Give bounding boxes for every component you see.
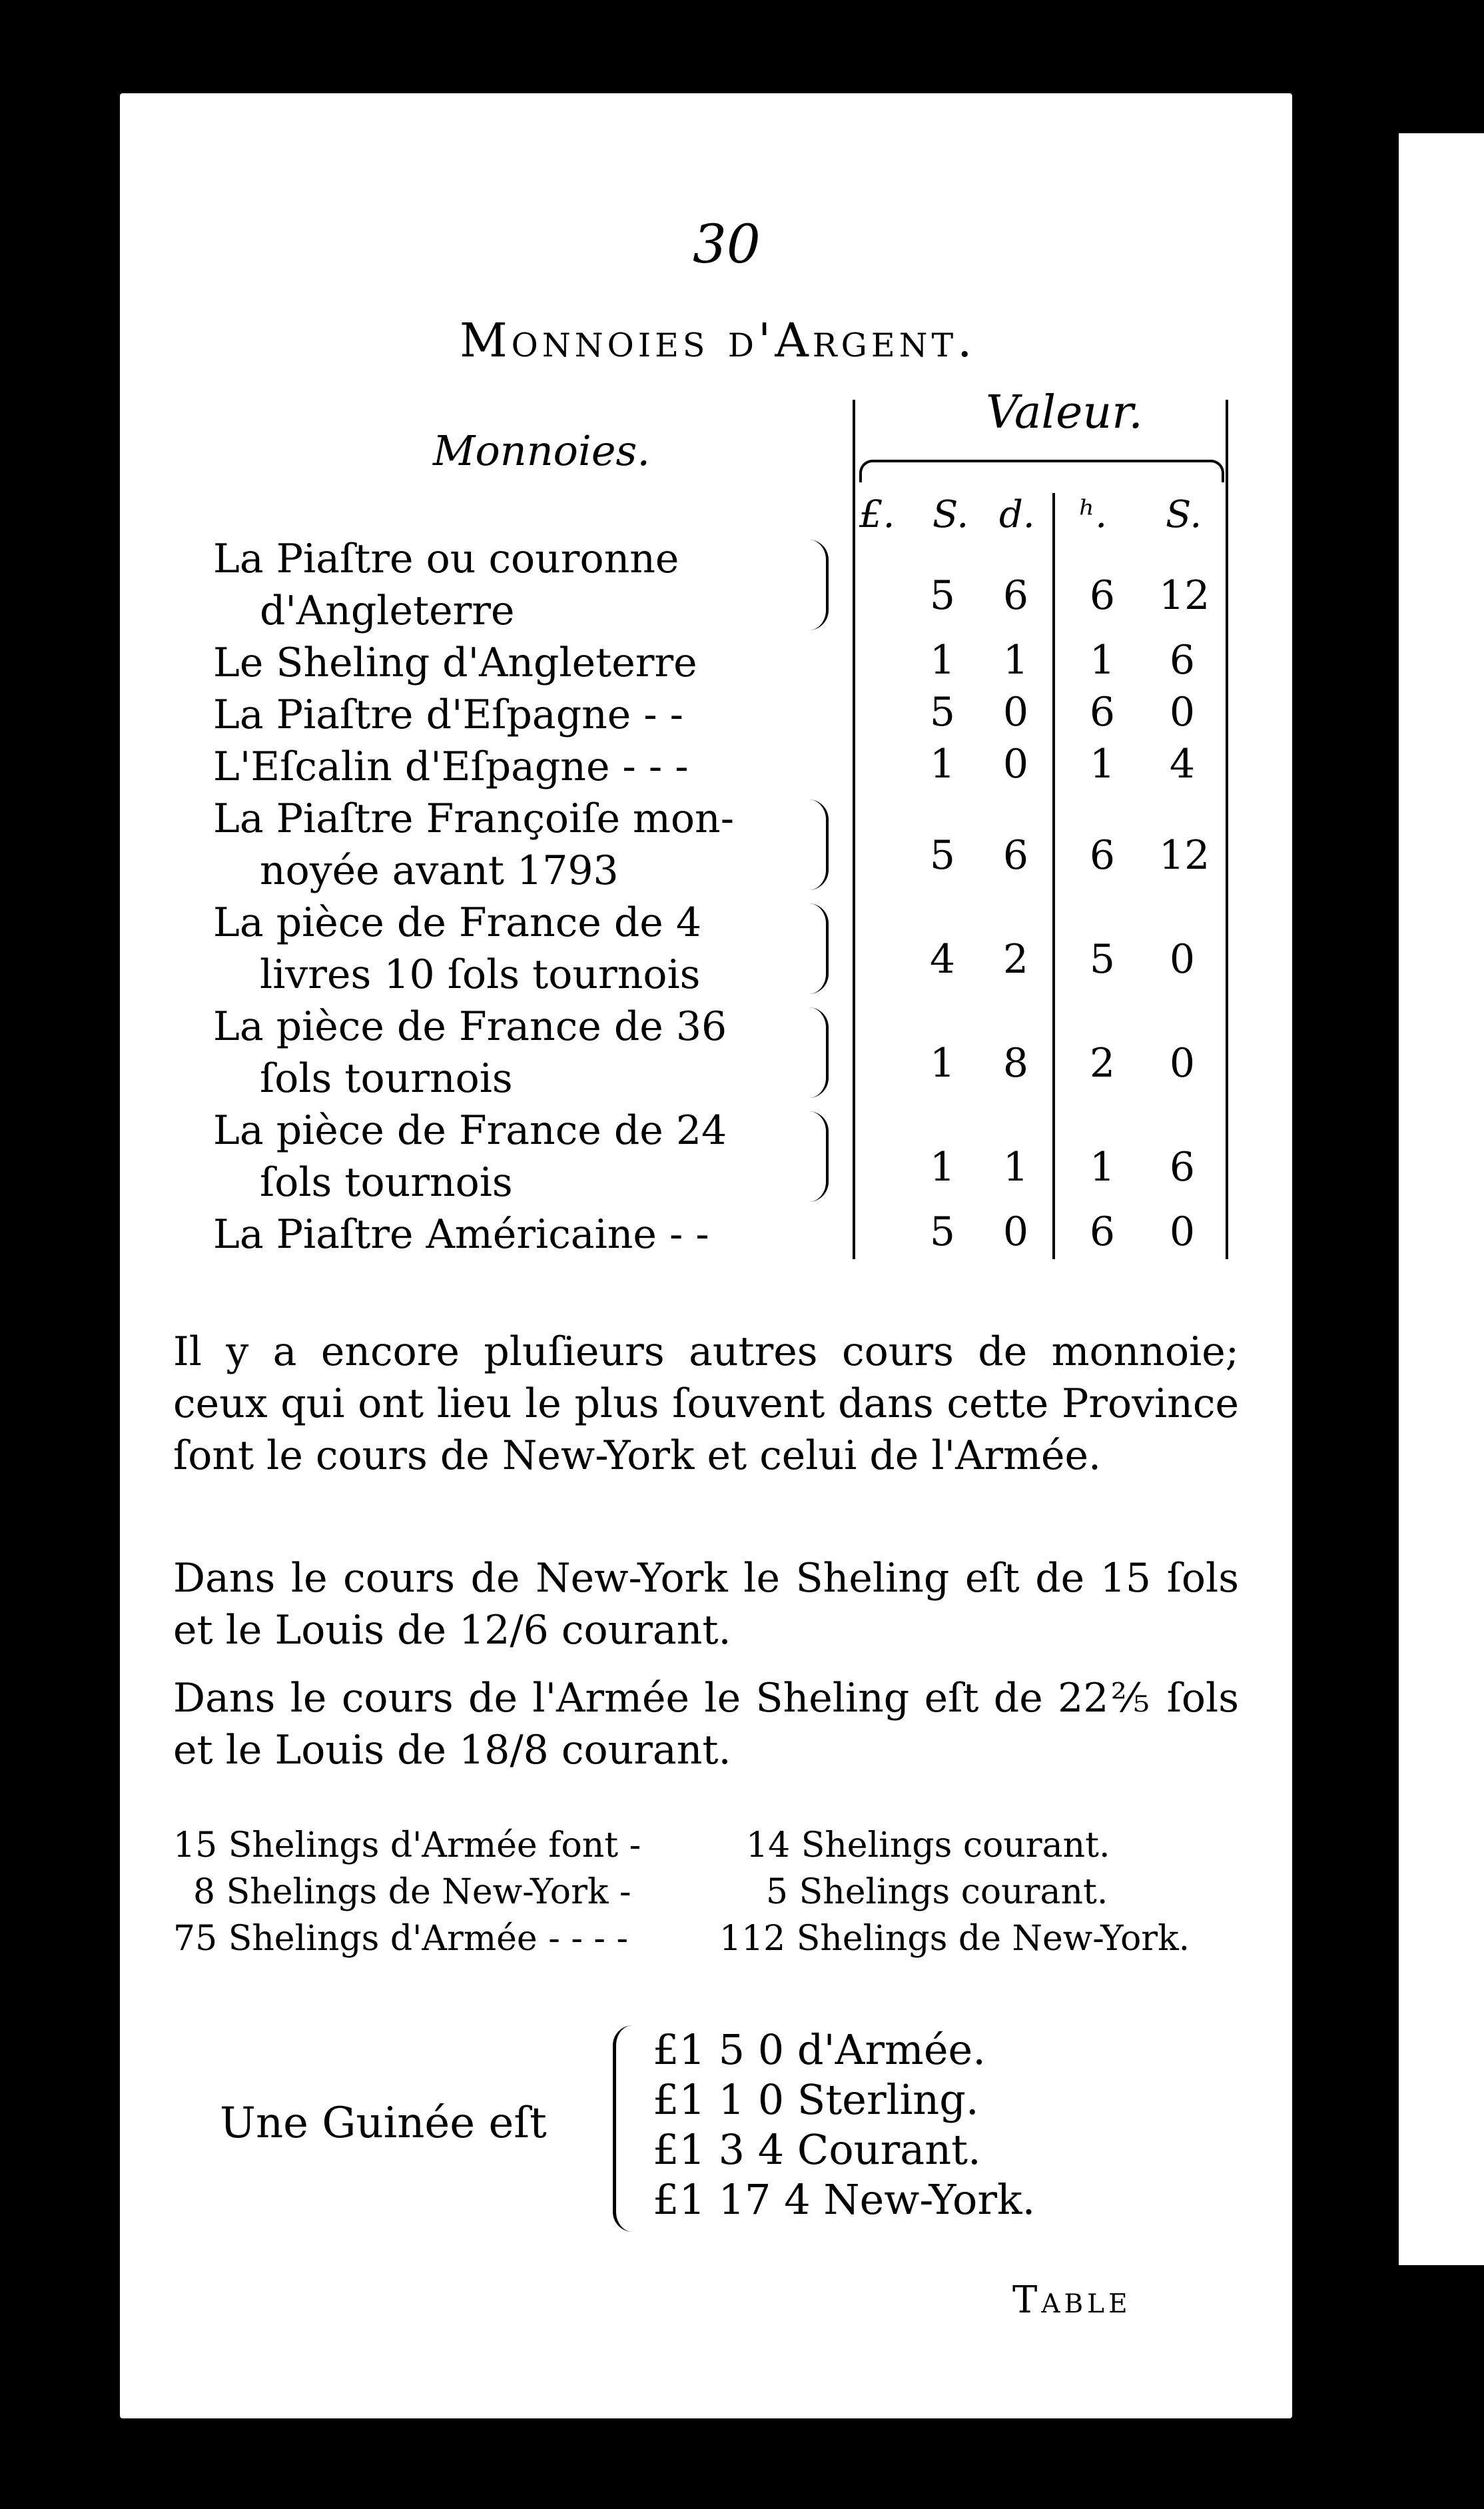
row-value: 1 [929,1144,956,1191]
row-value: 1 [929,1040,956,1087]
row-value: 1 [929,741,956,787]
row-label: La Piaſtre Américaine - - [213,1211,709,1258]
row-bracket [806,903,829,994]
guinea-line-armee: £1 5 0 d'Armée. [653,2025,986,2074]
equivalence-right-3: 112 Shelings de New-York. [719,1919,1190,1959]
row-label: ſols tournois [260,1159,513,1206]
unit-livre: ʰ. [1079,493,1108,536]
row-value: 2 [1089,1040,1116,1087]
valeur-brace [859,460,1224,482]
row-value: 6 [1089,1209,1116,1255]
equivalence-right-1: 14 Shelings courant. [746,1825,1110,1865]
equivalence-left-3: 75 Shelings d'Armée - - - - [173,1919,629,1959]
row-label: La pièce de France de 4 [213,899,702,946]
row-value: 6 [1089,832,1116,879]
row-value: 5 [1089,936,1116,983]
row-label: La Piaſtre Françoiſe mon- [213,795,734,842]
row-label: La Piaſtre d'Eſpagne - - [213,692,683,738]
guinea-line-new-york: £1 17 4 New-York. [653,2175,1036,2224]
unit-pound: £. [859,493,895,536]
row-value: 5 [929,689,956,736]
row-value: 4 [1169,741,1196,787]
table-divider-left [853,400,855,1259]
row-bracket [806,540,829,630]
row-value: 0 [1002,689,1029,736]
adjacent-page-edge [1399,133,1484,2265]
table-divider-middle [1052,493,1055,1259]
paragraph-cours: Il y a encore pluſieurs autres cours de monnoie; ceux qui ont lieu le plus ſouvent dans cette Province ſont le cours de New-York et celui de l'Armée. [173,1328,1239,1479]
row-value: 0 [1002,1209,1029,1255]
row-value: 8 [1002,1040,1029,1087]
row-value: 1 [1089,637,1116,684]
row-value: 5 [929,572,956,619]
row-value: 1 [1002,1144,1029,1191]
guinea-line-sterling: £1 1 0 Sterling. [653,2075,979,2124]
row-label: livres 10 ſols tournois [260,951,701,998]
equivalence-left-2: 8 Shelings de New-York - [193,1872,631,1912]
catchword: Table [1012,2278,1132,2322]
row-label: noyée avant 1793 [260,847,619,894]
row-value: 6 [1169,1144,1196,1191]
unit-pence: d. [999,493,1035,536]
row-value: 0 [1002,741,1029,787]
guinea-brace [613,2025,643,2232]
equivalence-left-1: 15 Shelings d'Armée font - [173,1825,641,1865]
row-value: 1 [929,637,956,684]
paragraph-new-york: Dans le cours de New-York le Sheling eſt de 15 ſols et le Louis de 12/6 courant. [173,1555,1239,1654]
paragraph-armee: Dans le cours de l'Armée le Sheling eſt de 22⅖ ſols et le Louis de 18/8 courant. [173,1675,1239,1773]
row-bracket [806,1111,829,1202]
table-divider-right [1226,400,1228,1259]
row-label: Le Sheling d'Angleterre [213,640,697,686]
unit-sol: S. [1166,493,1202,536]
row-label: ſols tournois [260,1055,513,1102]
row-value: 6 [1002,572,1029,619]
row-label: La pièce de France de 24 [213,1107,727,1154]
row-value: 12 [1159,832,1210,879]
row-value: 6 [1002,832,1029,879]
page-number: 30 [693,213,761,275]
row-value: 0 [1169,936,1196,983]
row-value: 0 [1169,689,1196,736]
equivalence-right-2: 5 Shelings courant. [766,1872,1108,1912]
row-bracket [806,1007,829,1098]
row-value: 4 [929,936,956,983]
row-value: 1 [1002,637,1029,684]
row-value: 12 [1159,572,1210,619]
unit-shilling: S. [932,493,969,536]
row-value: 2 [1002,936,1029,983]
row-label: L'Eſcalin d'Eſpagne - - - [213,744,689,790]
guinea-label: Une Guinée eſt [220,2099,547,2148]
row-value: 1 [1089,1144,1116,1191]
row-label: La pièce de France de 36 [213,1003,727,1050]
guinea-line-courant: £1 3 4 Courant. [653,2125,981,2174]
column-header-valeur: Valeur. [986,386,1143,439]
row-value: 0 [1169,1209,1196,1255]
row-value: 5 [929,1209,956,1255]
row-label: d'Angleterre [260,588,515,634]
row-label: La Piaſtre ou couronne [213,536,679,582]
column-header-monnoies: Monnoies. [433,426,651,475]
row-value: 5 [929,832,956,879]
row-value: 6 [1089,572,1116,619]
row-bracket [806,799,829,890]
row-value: 1 [1089,741,1116,787]
row-value: 6 [1089,689,1116,736]
row-value: 6 [1169,637,1196,684]
page-heading: Monnoies d'Argent. [460,313,976,368]
row-value: 0 [1169,1040,1196,1087]
